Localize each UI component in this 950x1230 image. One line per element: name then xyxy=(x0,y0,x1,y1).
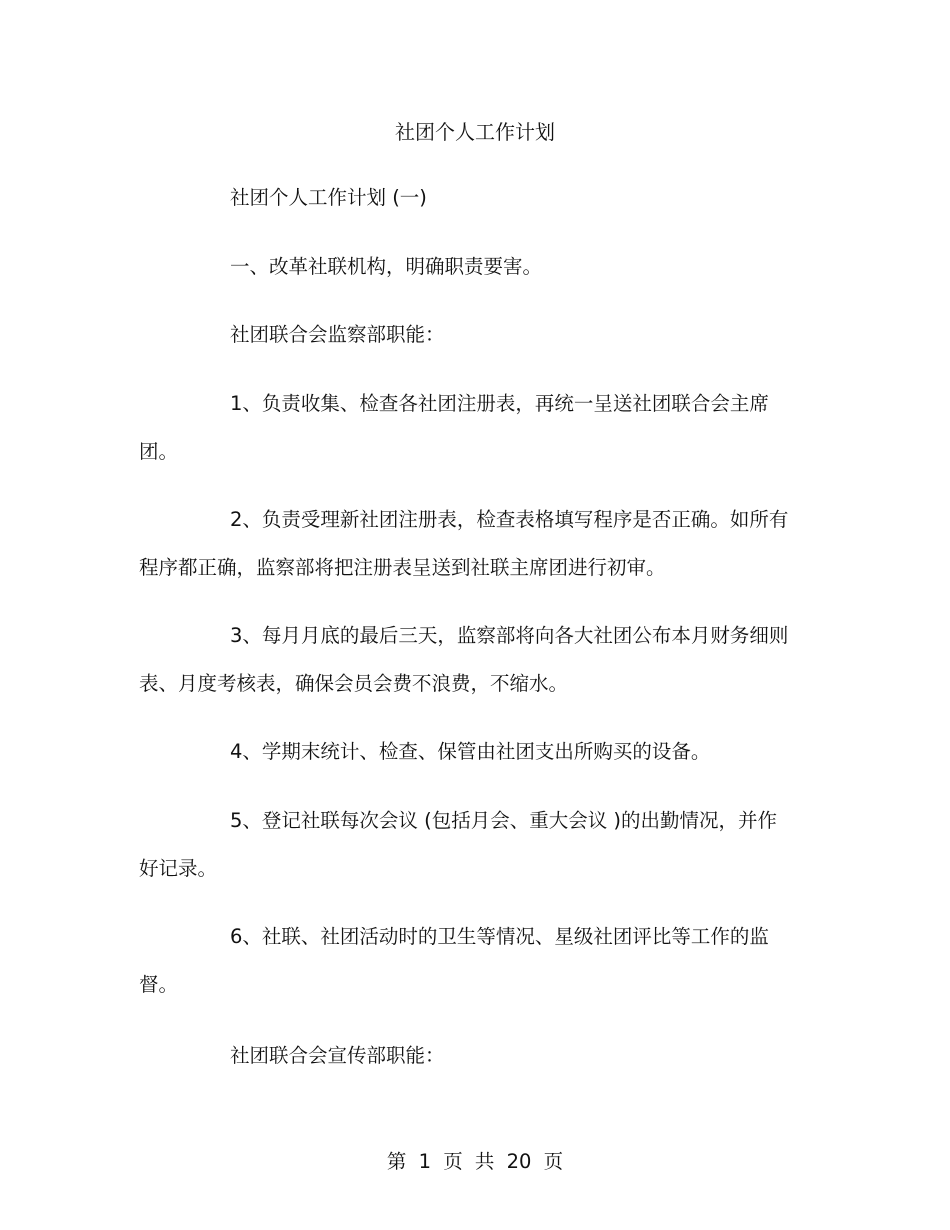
paragraph-item-3: 3、每月月底的最后三天，监察部将向各大社团公布本月财务细则表、月度考核表，确保会员会费不浪费，不缩水。 xyxy=(139,624,789,695)
paragraph-subtitle: 社团个人工作计划 (一) xyxy=(230,186,427,209)
paragraph-item-5: 5、登记社联每次会议 (包括月会、重大会议 )的出勤情况，并作好记录。 xyxy=(139,809,778,880)
paragraph-item-1: 1、负责收集、检查各社团注册表，再统一呈送社团联合会主席团。 xyxy=(139,392,769,463)
paragraph-publicity-dept: 社团联合会宣传部职能： xyxy=(230,1044,445,1067)
paragraph-item-4: 4、学期末统计、检查、保管由社团支出所购买的设备。 xyxy=(230,740,711,763)
paragraph-section-heading: 一、改革社联机构，明确职责要害。 xyxy=(230,255,543,278)
page-number-footer: 第 1 页 共 20 页 xyxy=(386,1150,564,1173)
paragraph-item-2: 2、负责受理新社团注册表，检查表格填写程序是否正确。如所有程序都正确，监察部将把注册表呈送到社联主席团进行初审。 xyxy=(139,508,789,579)
paragraph-supervision-dept: 社团联合会监察部职能： xyxy=(230,323,445,346)
document-title: 社团个人工作计划 xyxy=(395,120,555,144)
paragraph-item-6: 6、社联、社团活动时的卫生等情况、星级社团评比等工作的监督。 xyxy=(139,925,769,996)
